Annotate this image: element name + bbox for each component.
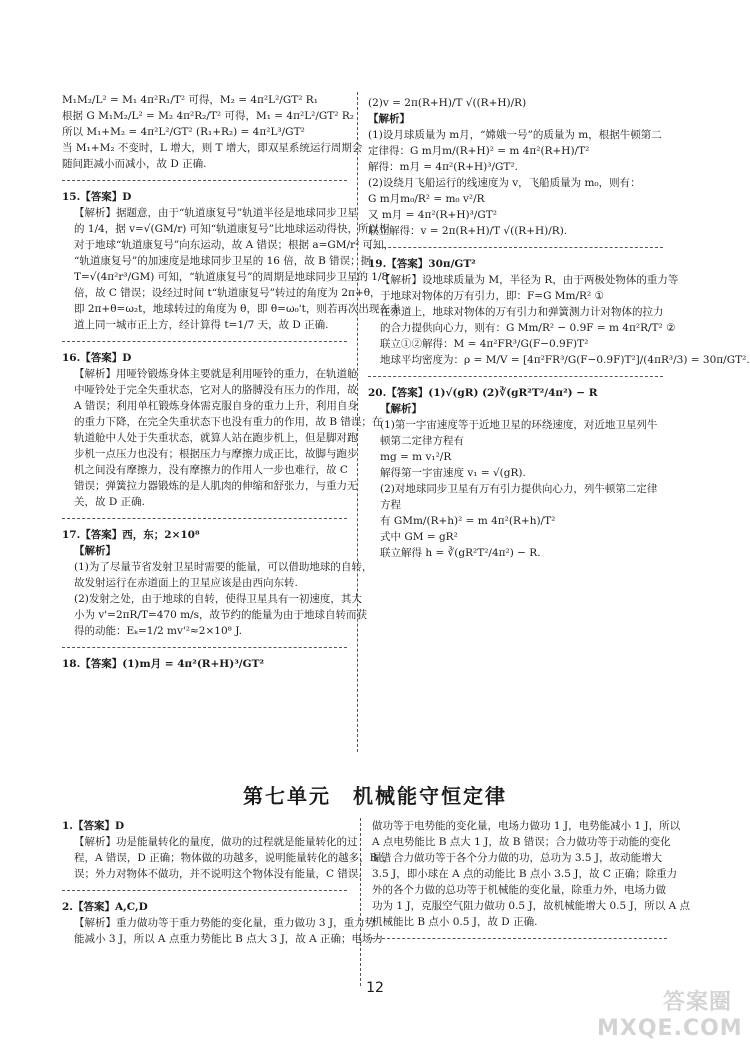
text-line: 随间距减小而减小，故 D 正确.: [62, 158, 207, 170]
text-line: 得的动能：Eₖ=1/2 mv'²≈2×10⁸ J.: [74, 625, 242, 637]
text-line: 【解析】设地球质量为 M，半径为 R，由于两极处物体的重力等: [380, 274, 679, 286]
text-line: 量，合力做功等于各个分力做的功，总功为 3.5 J，故动能增大: [372, 852, 663, 864]
right-column: [368, 95, 750, 569]
text-line: 机之间没有摩擦力，没有摩擦力的作用人一步也难行，故 C: [74, 464, 348, 476]
text-line: 错误；弹簧拉力器锻炼的是人肌肉的伸缩和舒张力，与重力无: [74, 480, 358, 492]
question-16: [62, 350, 383, 519]
text-line: 中哑铃处于完全失重状态，它对人的胳膊没有压力的作用，故: [74, 384, 358, 396]
text-line: G m月m₀/R² = m₀ v²/R: [368, 193, 485, 205]
text-line: 【解析】据题意，由于“轨道康复号”轨道半径是地球同步卫星: [74, 207, 358, 219]
text-line: 故发射运行在赤道面上的卫星应该是由西向东转.: [74, 577, 298, 589]
text-line: 当 M₁+M₂ 不变时，L 增大，则 T 增大，即双星系统运行周期会: [62, 142, 363, 154]
bottom-left-column: [62, 818, 392, 955]
text-line: “轨道康复号”的加速度是地球同步卫星的 16 倍，故 B 错误；据: [74, 255, 372, 267]
text-line: 的合力提供向心力，则有：G Mm/R² − 0.9F = m 4π²R/T² ②: [380, 322, 676, 334]
answer-label: 19.【答案】30π/GT²: [368, 258, 476, 270]
text-line: 步机一点压力也没有；根据压力与摩擦力成正比，故脚与跑步: [74, 448, 358, 460]
question-2-continued: [372, 818, 690, 939]
text-line: 程，A 错误，D 正确；物体做的功越多，说明能量转化的越多，B 错: [74, 852, 392, 864]
text-line: 误；外力对物体不做功，并不说明这个物体没有能量，C 错误.: [74, 868, 362, 880]
intro-block: [62, 92, 363, 181]
answer-label: 20.【答案】(1)√(gR) (2)∛(gR²T²/4π²) − R: [368, 387, 598, 399]
text-line: 方程: [380, 499, 401, 511]
question-19: [368, 256, 750, 377]
text-line: 小为 v'=2πR/T=470 m/s，故节约的能量为由于地球自转而获: [74, 609, 368, 621]
question-2: [62, 899, 384, 947]
question-18-continued: [368, 95, 663, 248]
text-line: (2)发射之处，由于地球的自转，使得卫星具有一初速度，其大: [74, 593, 362, 605]
text-line: 【解析】重力做功等于重力势能的变化量，重力做功 3 J，重力势: [74, 917, 376, 929]
question-1: [62, 818, 392, 891]
text-line: 【解析】功是能量转化的量度，做功的过程就是能量转化的过: [74, 836, 358, 848]
text-line: A 错误；利用单杠锻炼身体需克服自身的重力上升，利用自身: [74, 400, 358, 412]
text-line: 轨道舱中人处于失重状态，就算人站在跑步机上，但是脚对跑: [74, 432, 358, 444]
text-line: 联立解得：v = 2π(R+H)/T √((R+H)/R).: [368, 225, 568, 237]
answer-label: 15.【答案】D: [62, 191, 132, 203]
text-line: 联立①②解得：M = 4π²FR³/G(F−0.9F)T²: [380, 338, 589, 350]
text-line: 即 2π+θ=ω₂t，地球转过的角度为 θ，即 θ=ω₀'t，则若再次出现在赤: [74, 303, 401, 315]
text-line: 做功等于电势能的变化量，电场力做功 1 J，电势能减小 1 J，所以: [372, 820, 681, 832]
analysis-tag: 【解析】: [74, 545, 116, 557]
page-number: 12: [366, 980, 384, 996]
text-line: M₁M₂/L² = M₁ 4π²R₁/T² 可得，M₂ = 4π²L²/GT² R₁: [62, 94, 318, 106]
text-line: (1)为了尽量节省发射卫星时需要的能量，可以借助地球的自转，: [74, 561, 373, 573]
question-17: [62, 527, 373, 648]
answer-label: 16.【答案】D: [62, 352, 132, 364]
text-line: 又 m月 = 4π²(R+H)³/GT²: [368, 209, 497, 221]
watermark-logo: 答案圈 MXQE.COM: [597, 990, 743, 1041]
question-18: [62, 656, 347, 672]
bottom-right-column: [372, 818, 690, 947]
text-line: 机械能比 B 点小 0.5 J，故 D 正确.: [372, 916, 538, 928]
text-line: mg = m v₁²/R: [380, 451, 452, 463]
text-line: T=√(4π²r³/GM) 可知，“轨道康复号”的周期是地球同步卫星的 1/8: [74, 271, 389, 283]
text-line: 关，故 D 正确.: [74, 496, 145, 508]
unit-title: 第七单元 机械能守恒定律: [243, 784, 507, 808]
text-line: 在赤道上，地球对物体的万有引力和弹簧测力计对物体的拉力: [380, 306, 664, 318]
text-line: 的 1/4，据 v=√(GM/r) 可知“轨道康复号”比地球运动得快，所以相: [74, 223, 390, 235]
question-15: [62, 189, 401, 342]
answer-label: 2.【答案】A,C,D: [62, 901, 148, 913]
text-line: 解得：m月 = 4π²(R+H)³/GT².: [368, 161, 518, 173]
answer-label: 1.【答案】D: [62, 820, 125, 832]
text-line: (1)设月球质量为 m月，“嫦娥一号”的质量为 m，根据牛顿第二: [368, 129, 662, 141]
text-line: 联立解得 h = ∛(gR²T²/4π²) − R.: [380, 547, 541, 559]
answer-label: 18.【答案】(1)m月 = 4π²(R+H)³/GT²: [62, 658, 265, 670]
text-line: 道上同一城市正上方，经计算得 t=1/7 天，故 D 正确.: [74, 319, 329, 331]
question-20: [368, 385, 663, 561]
text-line: 3.5 J，即小球在 A 点的动能比 B 点小 3.5 J，故 C 正确；除重力: [372, 868, 678, 880]
text-line: 所以 M₁+M₂ = 4π²L²/GT² (R₁+R₂) = 4π²L³/GT²: [62, 126, 305, 138]
text-line: (2)设绕月飞船运行的线速度为 v，飞船质量为 m₀，则有：: [368, 177, 641, 189]
text-line: 定律得：G m月m/(R+H)² = m 4π²(R+H)/T²: [368, 145, 590, 157]
text-line: (1)第一宇宙速度等于近地卫星的环绕速度，对近地卫星列牛: [380, 419, 658, 431]
text-line: 式中 GM = gR²: [380, 531, 458, 543]
text-line: 能减小 3 J，所以 A 点重力势能比 B 点大 3 J，故 A 正确；电场力: [74, 933, 384, 945]
text-line: 【解析】用哑铃锻炼身体主要就是利用哑铃的重力，在轨道舱: [74, 368, 358, 380]
text-line: 根据 G M₁M₂/L² = M₂ 4π²R₂/T² 可得，M₁ = 4π²L²/GT² R₂: [62, 110, 354, 122]
text-line: 有 GMm/(R+h)² = m 4π²(R+h)/T²: [380, 515, 556, 527]
text-line: 地球平均密度为：ρ = M/V = [4π²FR³/G(F−0.9F)T²]/(4πR³/3) = 30π/GT².: [380, 354, 750, 366]
text-line: 于地球对物体的万有引力，即：F=G Mm/R² ①: [380, 290, 604, 302]
text-line: A 点电势能比 B 点大 1 J，故 B 错误；合力做功等于动能的变化: [372, 836, 671, 848]
text-line: 外的各个力做的总功等于机械能的变化量，除重力外，电场力做: [372, 884, 666, 896]
text-line: 顿第二定律方程有: [380, 435, 464, 447]
text-line: 的重力下降，在完全失重状态下也没有重力的作用，故 B 错误；在: [74, 416, 383, 428]
text-line: 对于地球“轨道康复号”向东运动，故 A 错误；根据 a=GM/r² 可知，: [74, 239, 395, 251]
answer-label: 17.【答案】西，东；2×10⁸: [62, 529, 200, 541]
text-line: 功为 1 J，克服空气阻力做功 0.5 J，故机械能增大 0.5 J，所以 A 点: [372, 900, 690, 912]
analysis-tag: 【解析】: [380, 403, 422, 415]
analysis-tag: 【解析】: [368, 113, 410, 125]
text-line: 解得第一宇宙速度 v₁ = √(gR).: [380, 467, 526, 479]
text-line: (2)对地球同步卫星有万有引力提供向心力，列牛顿第二定律: [380, 483, 658, 495]
bottom-column-divider: [360, 818, 361, 986]
text-line: (2)v = 2π(R+H)/T √((R+H)/R): [368, 97, 527, 109]
text-line: 倍，故 C 错误；设经过时间 t“轨道康复号”转过的角度为 2π+θ，: [74, 287, 381, 299]
